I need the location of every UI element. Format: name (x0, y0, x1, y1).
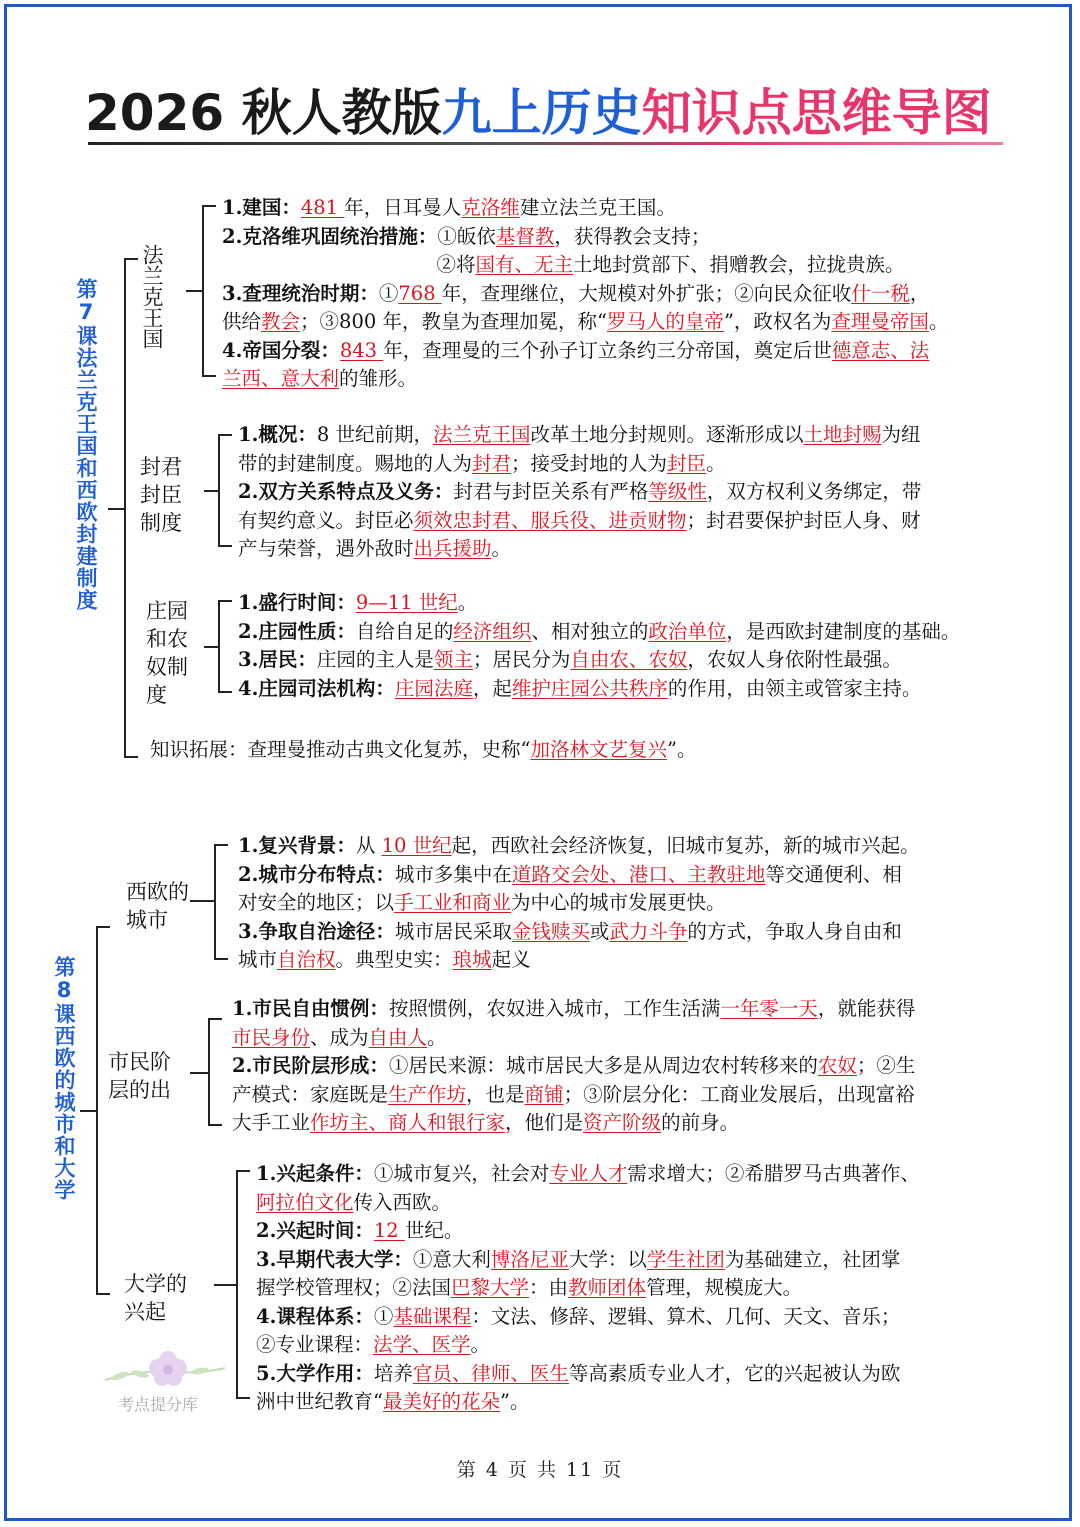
point-text: 洲中世纪教育“ (256, 1390, 383, 1413)
flower-logo (100, 1340, 230, 1400)
title-part-black: 2026 秋人教版 (85, 84, 442, 142)
point-line (238, 675, 960, 704)
point-line (238, 507, 921, 536)
point-text: 为纽 (881, 423, 921, 446)
lesson-8-bracket (96, 926, 98, 1294)
point-text: 。 (706, 451, 726, 475)
point-text: 、成为 (310, 1025, 369, 1049)
key-term: 国有、无主 (475, 253, 574, 276)
bracket-tick (190, 900, 214, 902)
key-term: 843 (339, 338, 384, 362)
key-term: 官员、律师、医生 (412, 1361, 569, 1385)
bracket-tick (218, 434, 232, 436)
point-heading: 2.城市分布特点： (238, 862, 395, 886)
point-text: 的作用，由领主或管家主持。 (667, 676, 922, 700)
point-text: 传入西欧。 (353, 1190, 452, 1214)
point-line (222, 251, 948, 280)
point-line (222, 223, 948, 252)
key-term: 法兰克王国 (432, 423, 531, 446)
point-text: 握学校管理权；②法国 (256, 1276, 452, 1299)
point-text: ，起 (472, 676, 512, 700)
point-text: ，也是 (466, 1082, 525, 1106)
point-text: 对安全的地区；以 (238, 891, 395, 914)
topic-manor-serfdom-points (238, 589, 960, 703)
point-heading: 3.查理统治时期： (222, 281, 379, 305)
topic-burgher-class-points (232, 995, 915, 1138)
point-text: 城市多集中在 (394, 862, 512, 886)
key-term: 最美好的花朵 (382, 1390, 500, 1413)
topic-bracket (214, 844, 216, 960)
title-part-pink: 知识点思维导图 (641, 84, 992, 142)
key-term: 加洛林文艺复兴 (530, 738, 667, 761)
point-text: 。 (457, 591, 478, 614)
point-text: 为基础建立，社团掌 (724, 1247, 901, 1271)
point-line (256, 1388, 920, 1417)
point-line (238, 535, 921, 564)
key-term: 须效忠封君、服兵役、进贡财物 (413, 508, 687, 532)
point-text: ①皈依 (437, 224, 496, 248)
point-heading: 1.市民自由惯例： (232, 997, 389, 1020)
key-term: 金钱赎买 (511, 919, 590, 943)
point-line (232, 1052, 915, 1081)
point-text: 的前身。 (661, 1111, 740, 1134)
key-term: 10 世纪 (381, 834, 452, 857)
point-text: ”。 (667, 738, 697, 761)
key-term: 12 (373, 1219, 405, 1242)
point-heading: 4.课程体系： (256, 1304, 374, 1328)
point-line (256, 1246, 920, 1275)
point-line (256, 1303, 920, 1332)
point-text: 土地封赏部下、捐赠教会，拉拢贵族。 (573, 253, 905, 276)
point-line (256, 1189, 920, 1218)
point-line (232, 995, 915, 1024)
topic-bracket (218, 434, 220, 546)
point-text: ，获得教会支持； (554, 224, 711, 248)
key-term: 基础课程 (393, 1304, 472, 1328)
point-line (256, 1217, 920, 1246)
point-text: 产模式：家庭既是 (232, 1082, 389, 1106)
point-text: ：由 (529, 1276, 569, 1299)
point-text: ，双方权利义务绑定，带 (706, 480, 922, 503)
point-line (238, 918, 920, 947)
page-title (85, 78, 1015, 148)
point-text: 的雏形。 (339, 367, 418, 390)
key-term: 罗马人的皇帝 (606, 310, 724, 333)
point-text: 或 (589, 919, 610, 943)
point-text: 等交通便利、相 (765, 862, 902, 886)
point-text: 。 (470, 1333, 491, 1356)
key-term: 一年零一天 (720, 997, 818, 1020)
topic-feudal-lord-vassal: 封君 封臣 制度 (140, 455, 182, 535)
point-line (238, 450, 921, 479)
point-text: 按照惯例，农奴进入城市，工作生活满 (388, 997, 721, 1020)
point-heading: 3.居民： (238, 648, 317, 671)
point-heading: 1.盛行时间： (238, 591, 356, 614)
bracket-tick (218, 691, 232, 693)
point-text: ：文法、修辞、逻辑、算术、几何、天文、音乐； (471, 1304, 901, 1328)
point-heading: 5.大学作用： (256, 1361, 374, 1385)
point-text: 8 世纪前期， (316, 423, 433, 446)
point-text: ；居民分为 (472, 648, 571, 671)
topic-frankish-kingdom-points (222, 194, 948, 394)
point-text: ；③800 年，教皇为查理加冕，称“ (300, 310, 607, 333)
key-term: 政治单位 (648, 619, 727, 643)
key-term: 克洛维 (461, 196, 520, 219)
point-text: 年，日耳曼人 (344, 196, 462, 219)
point-text: 供给 (222, 310, 262, 333)
point-text: 为中心的城市发展更快。 (511, 891, 726, 914)
point-text: 起义 (491, 948, 531, 971)
bracket-tick (204, 490, 218, 492)
key-term: 资产阶级 (583, 1111, 662, 1134)
point-heading: 2.兴起时间： (256, 1219, 374, 1242)
point-heading: 1.建国： (222, 196, 301, 219)
point-line (222, 308, 948, 337)
key-term: 自由农、农奴 (570, 648, 688, 671)
point-text: 年，查理曼的三个孙子订立条约三分帝国，奠定后世 (383, 338, 832, 362)
key-term: 经济组织 (453, 619, 532, 643)
key-term: 德意志、法 (831, 338, 930, 362)
bracket-tick (108, 508, 124, 510)
point-text: 。 (928, 310, 949, 333)
lesson-8-title: 第8课西欧的城市和大学 (52, 956, 76, 1201)
point-text: 产与荣誉，遇外敌时 (238, 537, 414, 560)
key-term: 兰西、意大利 (222, 367, 340, 390)
topic-burgher-class: 市民阶 层的出 (108, 1050, 171, 1102)
bracket-tick (124, 258, 138, 260)
point-text: 的方式，争取人身自由和 (687, 919, 902, 943)
key-term: 商铺 (524, 1082, 564, 1106)
point-text: ①居民来源：城市居民大多是从周边农村转移来的 (388, 1054, 818, 1077)
point-text: 建立法兰克王国。 (519, 196, 676, 219)
point-text: 需求增大；②希腊罗马古典著作、 (627, 1162, 920, 1185)
topic-feudal-lord-vassal-points (238, 421, 921, 564)
point-text: 封君与封臣关系有严格 (453, 480, 649, 503)
point-text: 年，查理继位，大规模对外扩张；②向民众征收 (441, 281, 852, 305)
point-line (238, 946, 920, 975)
bracket-tick (96, 926, 110, 928)
point-text: ① (378, 281, 399, 305)
key-term: 9—11 世纪 (355, 591, 458, 614)
point-heading: 1.概况： (238, 423, 317, 446)
key-term: 专业人才 (549, 1162, 628, 1185)
point-heading: 3.早期代表大学： (256, 1247, 413, 1271)
point-heading: 2.庄园性质： (238, 619, 356, 643)
point-text: ， (909, 281, 930, 305)
point-line (256, 1274, 920, 1303)
key-term: 什一税 (851, 281, 910, 305)
point-text: 等高素质专业人才，它的兴起被认为欧 (568, 1361, 901, 1385)
point-text: ，就能获得 (817, 997, 916, 1020)
point-text: ”，政权名为 (723, 310, 832, 333)
bracket-tick (186, 290, 202, 292)
point-text: ① (373, 1304, 394, 1328)
topic-rise-of-universities-points (256, 1160, 920, 1417)
point-line (238, 832, 920, 861)
point-text: 世纪。 (404, 1219, 464, 1242)
key-term: 博洛尼亚 (490, 1247, 569, 1271)
point-line (238, 889, 920, 918)
key-term: 农奴 (817, 1054, 857, 1077)
key-term: 学生社团 (646, 1247, 725, 1271)
topic-bracket (236, 1170, 238, 1398)
key-term: 自治权 (277, 948, 336, 971)
point-heading: 2.市民阶层形成： (232, 1054, 389, 1077)
point-text: 城市 (238, 948, 278, 971)
topic-frankish-kingdom: 法兰克王国 (140, 244, 164, 349)
key-term: 阿拉伯文化 (256, 1190, 354, 1214)
point-line (256, 1331, 920, 1360)
key-term: 领主 (433, 648, 473, 671)
point-text: 带的封建制度。赐地的人为 (238, 451, 473, 475)
topic-bracket (208, 1018, 210, 1126)
point-text: 从 (355, 834, 382, 857)
point-heading: 4.庄园司法机构： (238, 676, 395, 700)
bracket-tick (96, 1293, 110, 1295)
point-line (232, 1024, 915, 1053)
topic-western-european-cities: 西欧的 城市 (126, 880, 189, 932)
lesson-7-title: 第7课法兰克王国和西欧封建制度 (74, 278, 98, 611)
point-text: 。典型史实： (335, 948, 453, 971)
point-line (222, 365, 948, 394)
key-term: 出兵援助 (413, 537, 492, 560)
point-text: 庄园的主人是 (316, 648, 434, 671)
key-term: 自由人 (368, 1025, 428, 1049)
bracket-tick (218, 545, 232, 547)
point-text: 大手工业 (232, 1111, 311, 1134)
point-line (238, 478, 921, 507)
point-heading: 2.克洛维巩固统治措施： (222, 224, 438, 248)
lesson-7-bracket (124, 258, 126, 758)
bracket-tick (204, 646, 218, 648)
point-text: 、相对独立的 (531, 619, 649, 643)
key-term: 维护庄园公共秩序 (511, 676, 668, 700)
point-text: 起，西欧社会经济恢复，旧城市复苏，新的城市兴起。 (451, 834, 920, 857)
title-underline (88, 142, 1003, 145)
topic-bracket (202, 205, 204, 377)
key-term: 手工业和商业 (394, 891, 512, 914)
bracket-tick (190, 1072, 208, 1074)
knowledge-extension (150, 736, 696, 764)
point-heading: 2.双方关系特点及义务： (238, 480, 454, 503)
topic-bracket (218, 600, 220, 692)
key-term: 土地封赐 (803, 423, 882, 446)
point-heading: 4.帝国分裂： (222, 338, 340, 362)
topic-manor-serfdom: 庄园 和农 奴制 度 (146, 599, 188, 707)
point-line (238, 421, 921, 450)
watermark-text: 考点提分库 (118, 1395, 199, 1414)
point-text: ，是西欧封建制度的基础。 (726, 619, 961, 643)
point-text: ”。 (500, 1390, 530, 1413)
bracket-tick (202, 375, 216, 377)
key-term: 查理曼帝国 (831, 310, 929, 333)
point-text: ；③阶层分化：工商业发展后，出现富裕 (563, 1082, 915, 1106)
point-line (232, 1109, 915, 1138)
point-text: ②将 (222, 253, 476, 276)
key-term: 法学、医学 (373, 1333, 471, 1356)
point-text: 改革土地分封规则。逐渐形成以 (530, 423, 804, 446)
key-term: 768 (398, 281, 442, 305)
key-term: 作坊主、商人和银行家 (310, 1111, 506, 1134)
key-term: 教会 (261, 310, 301, 333)
point-text: ，农奴人身依附性最强。 (687, 648, 902, 671)
key-term: 庄园法庭 (394, 676, 473, 700)
point-text: ；接受封地的人为 (511, 451, 668, 475)
bracket-tick (208, 1018, 222, 1020)
key-term: 生产作坊 (388, 1082, 467, 1106)
point-text: 。 (427, 1025, 447, 1049)
key-term: 封君 (472, 451, 512, 475)
point-line (238, 618, 960, 647)
point-text: 大学：以 (568, 1247, 647, 1271)
key-term: 481 (300, 196, 345, 219)
point-heading: 3.争取自治途径： (238, 919, 395, 943)
point-text: 培养 (373, 1361, 413, 1385)
point-line (238, 589, 960, 618)
point-text: 知识拓展：查理曼推动古典文化复苏，史称“ (150, 738, 531, 761)
key-term: 封臣 (667, 451, 707, 475)
key-term: 巴黎大学 (451, 1276, 530, 1299)
bracket-tick (236, 1170, 250, 1172)
point-line (238, 646, 960, 675)
point-text: 自给自足的 (355, 619, 454, 643)
point-line (256, 1160, 920, 1189)
bracket-tick (218, 600, 232, 602)
bracket-tick (208, 1124, 222, 1126)
title-part-blue: 九上历史 (441, 84, 642, 142)
point-line (256, 1360, 920, 1389)
point-line (222, 337, 948, 366)
point-text: ②专业课程： (256, 1333, 374, 1356)
point-text: ①城市复兴，社会对 (373, 1162, 550, 1185)
key-term: 教师团体 (568, 1276, 647, 1299)
key-term: 基督教 (495, 224, 555, 248)
point-text: ①意大利 (412, 1247, 491, 1271)
bracket-tick (214, 844, 228, 846)
point-line (238, 861, 920, 890)
key-term: 武力斗争 (609, 919, 688, 943)
point-heading: 1.复兴背景： (238, 834, 356, 857)
page-number: 第 4 页 共 11 页 (456, 1459, 624, 1481)
key-term: 琅城 (452, 948, 492, 971)
key-term: 道路交会处、港口、主教驻地 (511, 862, 766, 886)
point-text: ；封君要保护封臣人身、财 (686, 508, 921, 532)
key-term: 市民身份 (232, 1025, 311, 1049)
point-text: 城市居民采取 (394, 919, 512, 943)
watermark (100, 1340, 230, 1420)
bracket-tick (124, 756, 138, 758)
bracket-tick (214, 958, 228, 960)
point-text: 。 (491, 537, 512, 560)
point-text: ，他们是 (505, 1111, 584, 1134)
point-text: ；②生 (856, 1054, 916, 1077)
point-line (222, 194, 948, 223)
point-line (232, 1081, 915, 1110)
bracket-tick (214, 1284, 236, 1286)
point-text: 有契约意义。封臣必 (238, 508, 414, 532)
key-term: 等级性 (648, 480, 707, 503)
point-text: 管理，规模庞大。 (646, 1276, 803, 1299)
bracket-tick (202, 205, 216, 207)
point-heading: 1.兴起条件： (256, 1162, 374, 1185)
topic-western-european-cities-points (238, 832, 920, 975)
bracket-tick (236, 1397, 250, 1399)
bracket-tick (80, 1110, 96, 1112)
topic-rise-of-universities: 大学的 兴起 (124, 1272, 187, 1324)
point-line (222, 280, 948, 309)
